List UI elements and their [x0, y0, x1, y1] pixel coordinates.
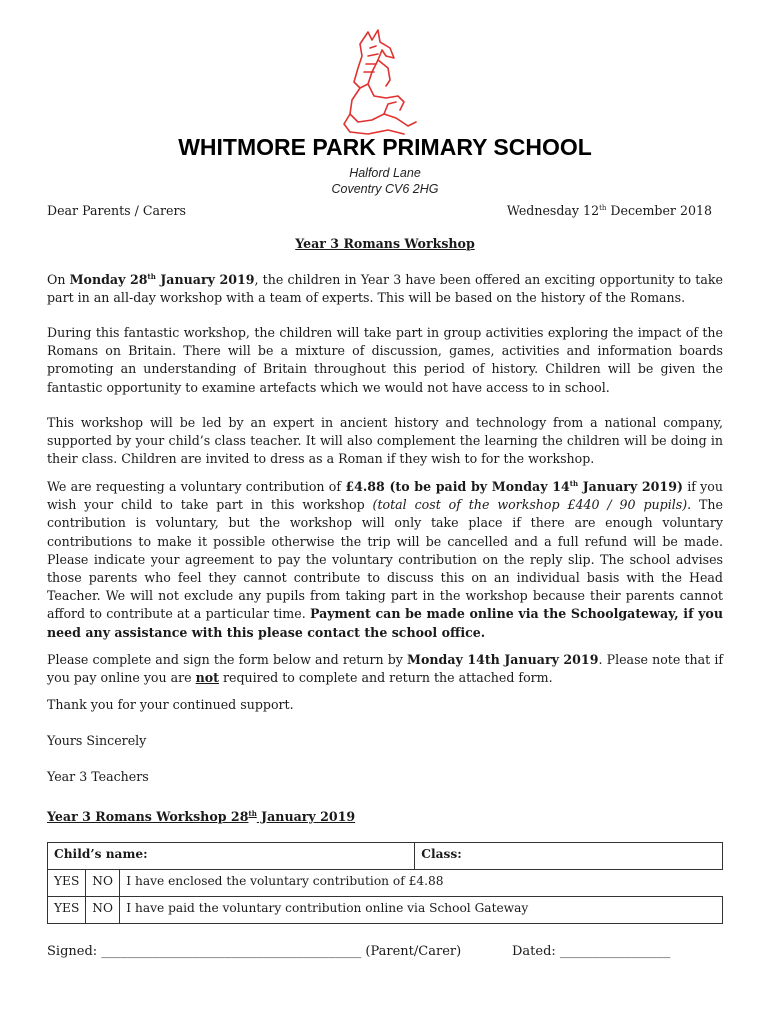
paragraph-5: Please complete and sign the form below and return by Monday 14th January 2019. Please note that if you pay online you are not required to complete and return the attached form. [47, 652, 724, 686]
thanks-line: Thank you for your continued support. [47, 697, 294, 712]
reply-slip-heading: Year 3 Romans Workshop 28th January 2019 [47, 808, 356, 824]
closing-line: Yours Sincerely [47, 733, 147, 748]
child-name-row [48, 843, 723, 870]
school-logo-horse-icon [338, 26, 420, 142]
signature-line: Year 3 Teachers [47, 769, 149, 784]
dated-field[interactable]: Dated: _________________ [512, 944, 671, 959]
child-name-field[interactable]: Child’s name: [48, 843, 415, 870]
reply-slip-form [47, 842, 723, 924]
paragraph-4: We are requesting a voluntary contribution of £4.88 (to be paid by Monday 14th January 2019) if you wish your child to take part in this workshop (total cost of the workshop £440 / 90 pupils). The contribution is voluntary, but the workshop will only take place if there are enough voluntary contributions to make it possible otherwise the trip will be cancelled and a full refund will be made. Please indicate your agreement to pay the voluntary contribution on the reply slip. The school advises those parents who feel they cannot contribute to discuss this on an individual basis with the Head Teacher. We will not exclude any pupils from taking part in the workshop because their parents cannot afford to contribute at a particular time. Payment can be made online via the Schoolgateway, if you need any assistance with this please contact the school office. [47, 478, 723, 640]
yes-option[interactable]: YES [48, 897, 86, 924]
class-field[interactable]: Class: [415, 843, 723, 870]
school-name: WHITMORE PARK PRIMARY SCHOOL [178, 134, 592, 160]
no-option[interactable]: NO [86, 870, 120, 897]
paragraph-2: During this fantastic workshop, the children will take part in group activities exploring the impact of the Romans on Britain. There will be a mixture of discussion, games, activities and information boards promoting an understanding of Britain throughout this period of history. Children will be given the fantastic opportunity to examine artefacts which we would not have access to in school. [47, 325, 723, 395]
address-line-1: Halford Lane [349, 166, 421, 180]
option-text: I have enclosed the voluntary contribution of £4.88 [120, 870, 723, 897]
letter-subject: Year 3 Romans Workshop [295, 236, 475, 251]
paragraph-3: This workshop will be led by an expert in ancient history and technology from a national company, supported by your child’s class teacher. It will also complement the learning the children will be doing in their class. Children are invited to dress as a Roman if they wish to for the workshop. [47, 415, 723, 467]
option-row-enclosed [48, 870, 723, 897]
letter-date: Wednesday 12th December 2018 [506, 203, 712, 218]
yes-option[interactable]: YES [48, 870, 86, 897]
option-text: I have paid the voluntary contribution online via School Gateway [120, 897, 723, 924]
option-row-online [48, 897, 723, 924]
salutation: Dear Parents / Carers [47, 203, 186, 218]
address-line-2: Coventry CV6 2HG [331, 182, 439, 196]
no-option[interactable]: NO [86, 897, 120, 924]
signed-field[interactable]: Signed: ________________________________________ (Parent/Carer) [47, 944, 462, 959]
paragraph-1: On Monday 28th January 2019, the children in Year 3 have been offered an exciting opportunity to take part in an all-day workshop with a team of experts. This will be based on the history of the Romans. [47, 271, 723, 306]
